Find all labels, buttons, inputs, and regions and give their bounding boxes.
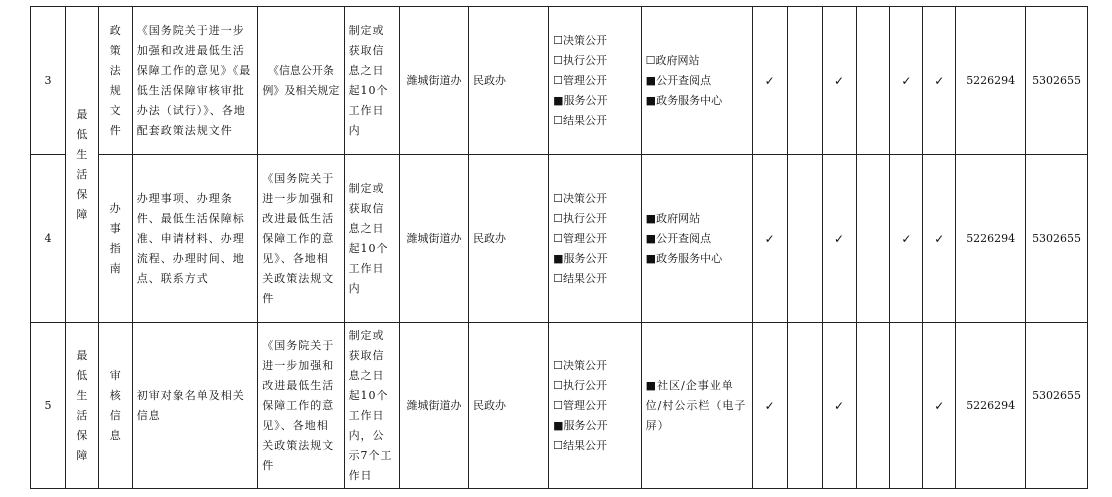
document-table-wrapper bbox=[30, 6, 1088, 489]
disclosure-type-cell bbox=[549, 7, 642, 155]
channel-option: ■政务服务中心 bbox=[645, 93, 723, 107]
channel-cell bbox=[641, 155, 752, 323]
category-label: 最低生活保障 bbox=[76, 107, 88, 221]
category-label: 最低生活保障 bbox=[76, 348, 88, 462]
item-name: 审核信息 bbox=[109, 368, 121, 442]
table-row bbox=[31, 7, 1088, 155]
dept-cell: 民政办 bbox=[468, 7, 548, 155]
disclosure-option: ☐结果公开 bbox=[553, 113, 608, 127]
channel-option: ■政府网站 bbox=[645, 211, 701, 225]
check-mark bbox=[787, 155, 822, 323]
disclosure-option: ☐决策公开 bbox=[553, 358, 608, 372]
dept-cell: 民政办 bbox=[468, 155, 548, 323]
category-cell bbox=[65, 7, 98, 323]
channel-option: ☐政府网站 bbox=[645, 53, 700, 67]
time-limit-cell: 制定或获取信息之日起10个工作日内 bbox=[344, 155, 400, 323]
disclosure-table bbox=[30, 6, 1088, 489]
disclosure-option: ☐执行公开 bbox=[553, 378, 608, 392]
check-mark bbox=[890, 323, 923, 489]
content-cell: 办理事项、办理条件、最低生活保障标准、申请材料、办理流程、办理时间、地点、联系方式 bbox=[132, 155, 257, 323]
channel-option: ■公开查阅点 bbox=[645, 231, 712, 245]
disclosure-option: ☐执行公开 bbox=[553, 211, 608, 225]
subject-cell: 潍城街道办 bbox=[400, 7, 469, 155]
disclosure-type-cell bbox=[549, 155, 642, 323]
basis-cell: 《信息公开条例》及相关规定 bbox=[258, 7, 344, 155]
check-mark bbox=[856, 323, 890, 489]
phone-1: 5226294 bbox=[956, 155, 1026, 323]
check-mark: ✓ bbox=[923, 155, 956, 323]
table-row bbox=[31, 155, 1088, 323]
disclosure-option: ■服务公开 bbox=[553, 93, 608, 107]
disclosure-option: ■服务公开 bbox=[553, 418, 608, 432]
subject-cell: 潍城街道办 bbox=[400, 155, 469, 323]
phone-1: 5226294 bbox=[956, 323, 1026, 489]
disclosure-option: ☐管理公开 bbox=[553, 73, 608, 87]
check-mark: ✓ bbox=[752, 155, 787, 323]
row-number: 4 bbox=[31, 155, 66, 323]
phone-2: 5302655 bbox=[1026, 155, 1088, 323]
time-limit-cell: 制定或获取信息之日起10个工作日内，公示7个工作日 bbox=[344, 323, 400, 489]
check-mark: ✓ bbox=[890, 155, 923, 323]
check-mark: ✓ bbox=[923, 7, 956, 155]
disclosure-option: ☐管理公开 bbox=[553, 398, 608, 412]
item-name-cell bbox=[98, 155, 132, 323]
item-name-cell bbox=[98, 323, 132, 489]
phone-1: 5226294 bbox=[956, 7, 1026, 155]
check-mark bbox=[856, 155, 890, 323]
phone-2: 5302655 bbox=[1026, 323, 1088, 489]
disclosure-option: ■服务公开 bbox=[553, 251, 608, 265]
disclosure-type-cell bbox=[549, 323, 642, 489]
content-cell: 初审对象名单及相关信息 bbox=[132, 323, 257, 489]
check-mark: ✓ bbox=[752, 323, 787, 489]
basis-cell: 《国务院关于进一步加强和改进最低生活保障工作的意见》、各地相关政策法规文件 bbox=[258, 155, 344, 323]
time-limit-cell: 制定或获取信息之日起10个工作日内 bbox=[344, 7, 400, 155]
disclosure-option: ☐结果公开 bbox=[553, 271, 608, 285]
subject-cell: 潍城街道办 bbox=[400, 323, 469, 489]
check-mark: ✓ bbox=[752, 7, 787, 155]
item-name: 办事指南 bbox=[109, 201, 121, 275]
content-cell: 《国务院关于进一步加强和改进最低生活保障工作的意见》《最低生活保障审核审批办法（试行）》、各地配套政策法规文件 bbox=[132, 7, 257, 155]
disclosure-option: ☐结果公开 bbox=[553, 438, 608, 452]
channel-option: ■公开查阅点 bbox=[645, 73, 712, 87]
disclosure-option: ☐决策公开 bbox=[553, 191, 608, 205]
channel-cell: ■社区/企事业单位/村公示栏（电子屏） bbox=[641, 323, 752, 489]
check-mark bbox=[787, 323, 822, 489]
check-mark: ✓ bbox=[890, 7, 923, 155]
check-mark bbox=[787, 7, 822, 155]
table-row bbox=[31, 323, 1088, 489]
disclosure-option: ☐决策公开 bbox=[553, 33, 608, 47]
channel-cell bbox=[641, 7, 752, 155]
check-mark: ✓ bbox=[822, 155, 856, 323]
item-name: 政策法规文件 bbox=[109, 23, 121, 137]
row-number: 5 bbox=[31, 323, 66, 489]
item-name-cell bbox=[98, 7, 132, 155]
disclosure-option: ☐管理公开 bbox=[553, 231, 608, 245]
channel-option: ■政务服务中心 bbox=[645, 251, 723, 265]
phone-2: 5302655 bbox=[1026, 7, 1088, 155]
check-mark: ✓ bbox=[923, 323, 956, 489]
basis-cell: 《国务院关于进一步加强和改进最低生活保障工作的意见》、各地相关政策法规文件 bbox=[258, 323, 344, 489]
category-cell bbox=[65, 323, 98, 489]
dept-cell: 民政办 bbox=[468, 323, 548, 489]
check-mark: ✓ bbox=[822, 323, 856, 489]
disclosure-option: ☐执行公开 bbox=[553, 53, 608, 67]
row-number: 3 bbox=[31, 7, 66, 155]
check-mark bbox=[856, 7, 890, 155]
check-mark: ✓ bbox=[822, 7, 856, 155]
